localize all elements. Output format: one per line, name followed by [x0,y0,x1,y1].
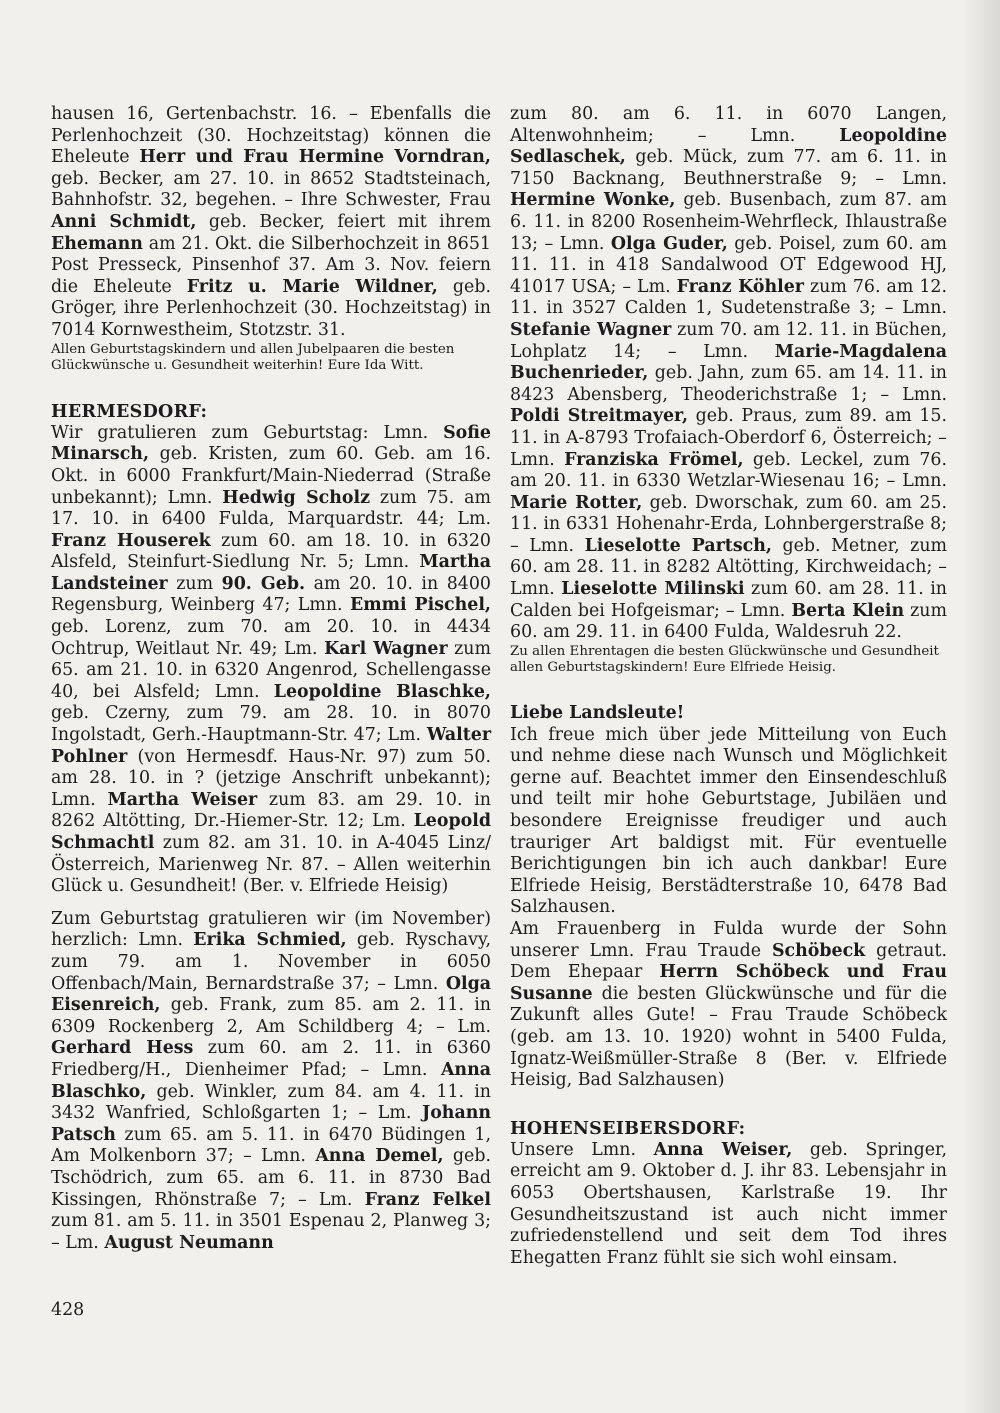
section-heading-hohenseibersdorf: HOHENSEIBERSDORF: [510,1118,746,1139]
bold-name: Leopoldine Blaschke, [273,681,491,702]
bold-name: Anna Weiser, [653,1139,793,1160]
bold-name: Martha Landsteiner [51,552,491,594]
section-heading-hermesdorf: HERMESDORF: [51,401,208,422]
bold-name: Berta Klein [791,600,905,621]
bold-name: Johann Patsch [51,1103,491,1145]
bold-name: Marie-Magdalena Buchenrieder, [510,341,947,384]
greeting-heading: Liebe Landsleute! [510,703,685,724]
right-column [510,104,947,1269]
bold-name: Franziska Frömel, [564,449,744,470]
hohenseibersdorf-paragraph: Unsere Lmn. Anna Weiser, geb. Springer, erreicht am 9. Oktober d. J. ihr 83. Lebensjahr in 6053 Obertshausen, Karlstraße 19. Ihr Gesundheitszustand ist auch nicht immer zufriedenstellend und seit dem Tod ihres Ehegatten Franz fühlt sie sich wohl einsam. [510,1139,947,1268]
bold-name: Emmi Pischel, [349,595,491,616]
bold-name: Herr und Frau Hermine Vorndran, [139,147,491,168]
bold-name: Martha Weiser [107,789,258,810]
bold-name: Olga Eisenreich, [51,973,491,1016]
bold-name: Fritz u. Marie Wildner, [186,276,438,297]
bold-name: Anni Schmidt, [51,211,197,232]
bold-name: Lieselotte Partsch, [584,535,772,556]
bold-name: Stefanie Wagner [510,319,672,340]
hermesdorf-birthdays-november: Zum Geburtstag gratulieren wir (im November) herzlich: Lmn. Erika Schmied, geb. Ryschavy, zum 79. am 1. November in 6050 Offenbach/Main, Bernardstraße 37; – Lmn. Olga Eisenreich, geb. Frank, zum 85. am 2. 11. in 6309 Rockenberg 2, Am Schildberg 4; – Lm. Gerhard Hess zum 60. am 2. 11. in 6360 Friedberg/H., Dienheimer Pfad; – Lmn. Anna Blaschko, geb. Winkler, zum 84. am 4. 11. in 3432 Wanfried, Schloßgarten 1; – Lm. Johann Patsch zum 65. am 5. 11. in 6470 Büdingen 1, Am Molkenborn 37; – Lmn. Anna Demel, geb. Tschödrich, zum 65. am 6. 11. in 8730 Bad Kissingen, Rhönstraße 7; – Lm. Franz Felkel zum 81. am 5. 11. in 3501 Espenau 2, Planweg 3; – Lm. August Neumann [51,908,491,1253]
intro-closing-note: Allen Geburtstagskindern und allen Jubelpaaren die besten Glückwünsche u. Gesundheit weiterhin! Eure Ida Witt. [51,341,455,374]
bold-name: Erika Schmied, [193,930,347,951]
bold-name: Franz Köhler [676,276,804,297]
bold-name: Hermine Wonke, [510,190,676,211]
bold-name: Schöbeck [771,940,866,961]
hermesdorf-closing-note: Zu allen Ehrentagen die besten Glückwünsche und Gesundheit allen Geburtstagskindern! Eure Elfriede Heisig. [510,643,939,676]
bold-name: Leopoldine Sedlaschek, [510,125,947,168]
bold-name: Olga Guder, [610,233,728,254]
bold-name: Anna Demel, [315,1146,444,1167]
bold-name: Walter Pohlner [51,725,491,767]
bold-name: Franz Houserek [51,530,211,551]
left-column [51,104,491,1254]
bold-name: Gerhard Hess [51,1038,194,1059]
bold-name: Marie Rotter, [510,492,643,513]
hermesdorf-birthdays-november-continued: zum 80. am 6. 11. in 6070 Langen, Altenwohnheim; – Lmn. Leopoldine Sedlaschek, geb. Mück, zum 77. am 6. 11. in 7150 Backnang, Beuthnerstraße 9; – Lmn. Hermine Wonke, geb. Busenbach, zum 87. am 6. 11. in 8200 Rosenheim-Wehrfleck, Ihlaustraße 13; – Lmn. Olga Guder, geb. Poisel, zum 60. am 11. 11. in 418 Sandalwood OT Edgewood HJ, 41017 USA; – Lm. Franz Köhler zum 76. am 12. 11. in 3527 Calden 1, Sudetenstraße 3; – Lmn. Stefanie Wagner zum 70. am 12. 11. in Büchen, Lohplatz 14; – Lmn. Marie-Magdalena Buchenrieder, geb. Jahn, zum 65. am 14. 11. in 8423 Abensberg, Theoderichstraße 1; – Lmn. Poldi Streitmayer, geb. Praus, zum 89. am 15. 11. in A-8793 Trofaiach-Oberdorf 6, Österreich; – Lmn. Franziska Frömel, geb. Leckel, zum 76. am 20. 11. in 6330 Wetzlar-Wiesenau 16; – Lmn. Marie Rotter, geb. Dworschak, zum 60. am 25. 11. in 6331 Hohenahr-Erda, Lohnbergerstraße 8; – Lmn. Lieselotte Partsch, geb. Metner, zum 60. am 28. 11. in 8282 Altötting, Kirchweidach; – Lmn. Lieselotte Milinski zum 60. am 28. 11. in Calden bei Hofgeismar; – Lmn. Berta Klein zum 60. am 29. 11. in 6400 Fulda, Waldesruh 22. [510,104,948,643]
bold-name: Ehemann [51,233,143,254]
hermesdorf-birthdays-october: Wir gratulieren zum Geburtstag: Lmn. Sofie Minarsch, geb. Kristen, zum 60. Geb. am 16. Okt. in 6000 Frankfurt/Main-Niederrad (Straße unbekannt); Lmn. Hedwig Scholz zum 75. am 17. 10. in 6400 Fulda, Marquardstr. 44; Lm. Franz Houserek zum 60. am 18. 10. in 6320 Alsfeld, Steinfurt-Siedlung Nr. 5; Lmn. Martha Landsteiner zum 90. Geb. am 20. 10. in 8400 Regensburg, Weinberg 47; Lmn. Emmi Pischel, geb. Lorenz, zum 70. am 20. 10. in 4434 Ochtrup, Weitlaut Nr. 49; Lm. Karl Wagner zum 65. am 21. 10. in 6320 Angenrod, Schellengasse 40, bei Alsfeld; Lmn. Leopoldine Blaschke, geb. Czerny, zum 79. am 28. 10. in 8070 Ingolstadt, Gerh.-Hauptmann-Str. 47; Lm. Walter Pohlner (von Hermesdf. Haus-Nr. 97) zum 50. am 28. 10. in ? (jetzige Anschrift unbekannt); Lmn. Martha Weiser zum 83. am 29. 10. in 8262 Altötting, Dr.-Hiemer-Str. 12; Lm. Leopold Schmachtl zum 82. am 31. 10. in A-4045 Linz/Österreich, Marienweg Nr. 87. – Allen weiterhin Glück u. Gesundheit! (Ber. v. Elfriede Heisig) [51,422,491,897]
page-edge-shadow [962,0,1000,1413]
bold-name: August Neumann [104,1232,274,1253]
bold-name: Franz Felkel [364,1189,491,1210]
letter-paragraph: Ich freue mich über jede Mitteilung von Euch und nehme diese nach Wunsch und Möglichkeit gerne auf. Beachtet immer den Einsendeschluß und teilt mir hohe Geburtstage, Jubiläen und besondere Ereignisse freudiger und auch trauriger Art baldigst mit. Für eventuelle Berichtigungen bin ich auch dankbar! Eure Elfriede Heisig, Berstädterstraße 10, 6478 Bad Salzhausen. [510,724,947,918]
bold-name: Herrn Schöbeck und Frau Susanne [510,962,947,1004]
bold-name: Lieselotte Milinski [561,579,745,600]
wedding-notice: Am Frauenberg in Fulda wurde der Sohn unserer Lmn. Frau Traude Schöbeck getraut. Dem Ehepaar Herrn Schöbeck und Frau Susanne die besten Glückwünsche und für die Zukunft alles Gute! – Frau Traude Schöbeck (geb. am 13. 10. 1920) wohnt in 5400 Fulda, Ignatz-Weißmüller-Straße 8 (Ber. v. Elfriede Heisig, Bad Salzhausen) [510,918,947,1091]
bold-name: Hedwig Scholz [222,487,370,508]
intro-paragraph: hausen 16, Gertenbachstr. 16. – Ebenfalls die Perlenhochzeit (30. Hochzeitstag) können die Eheleute Herr und Frau Hermine Vorndran, geb. Becker, am 27. 10. in 8652 Stadtsteinach, Bahnhofstr. 32, begehen. – Ihre Schwester, Frau Anni Schmidt, geb. Becker, feiert mit ihrem Ehemann am 21. Okt. die Silberhochzeit in 8651 Post Presseck, Pinsenhof 37. Am 3. Nov. feiern die Eheleute Fritz u. Marie Wildner, geb. Gröger, ihre Perlenhochzeit (30. Hochzeitstag) in 7014 Kornwestheim, Stotzstr. 31. [51,104,492,340]
bold-name: Anna Blaschko, [51,1059,491,1102]
bold-name: Sofie Minarsch, [51,422,491,465]
bold-name: Leopold Schmachtl [51,811,491,853]
bold-name: Karl Wagner [324,638,448,659]
bold-name: Poldi Streitmayer, [510,406,688,427]
page-number: 428 [51,1300,85,1320]
bold-name: 90. Geb. [221,573,306,594]
